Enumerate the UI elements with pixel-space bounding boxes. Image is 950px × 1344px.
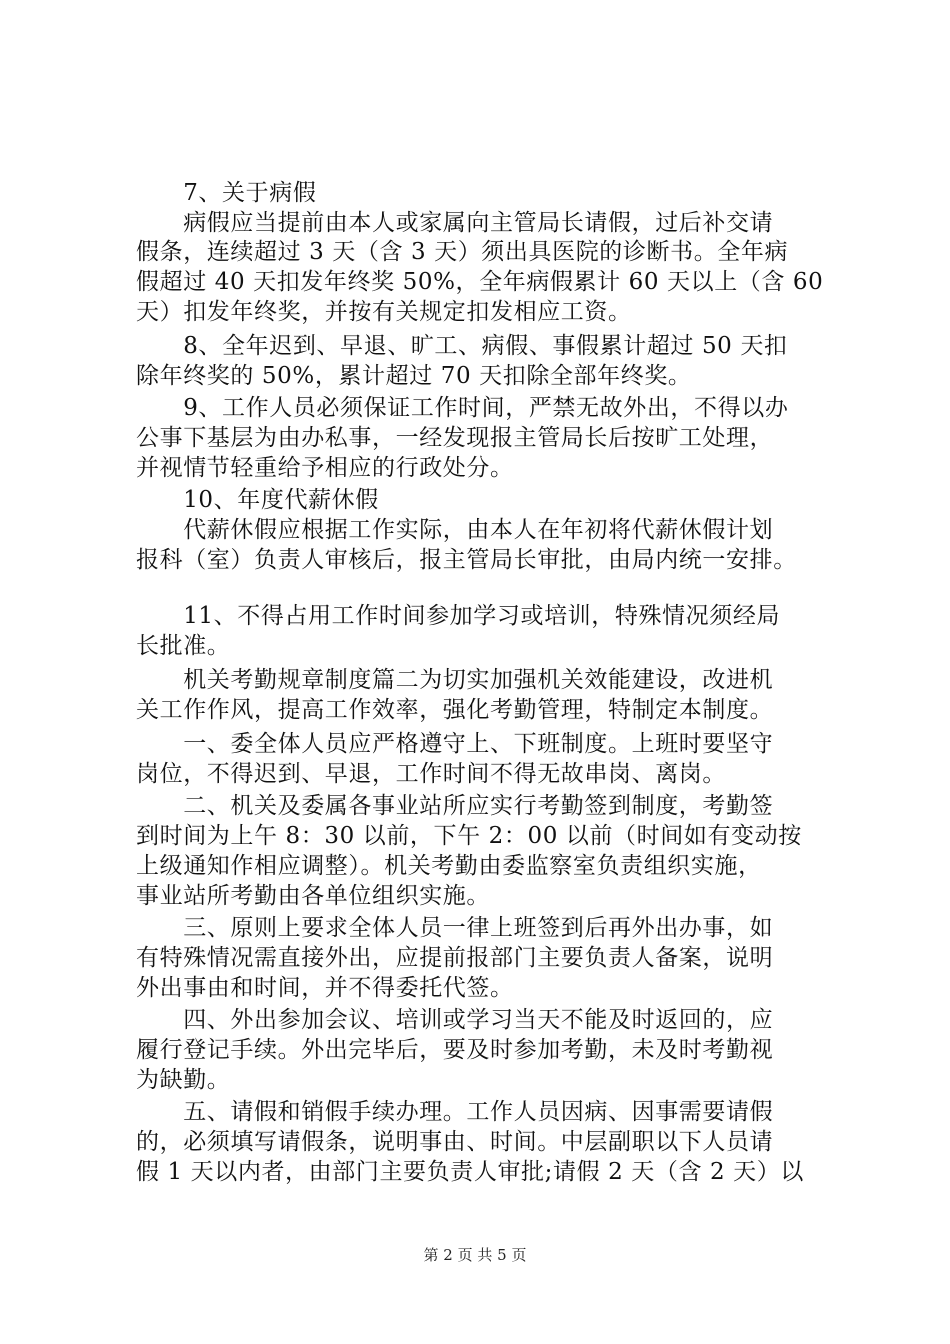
text-line: 到时间为上午 8：30 以前，下午 2：00 以前（时间如有变动按 <box>136 823 802 849</box>
text-line: 外出事由和时间，并不得委托代签。 <box>136 975 514 1001</box>
text-line: 报科（室）负责人审核后，报主管局长审批，由局内统一安排。 <box>136 547 797 573</box>
text-line: 岗位，不得迟到、早退，工作时间不得无故串岗、离岗。 <box>136 761 726 787</box>
text-line: 四、外出参加会议、培训或学习当天不能及时返回的，应 <box>136 1007 774 1033</box>
text-line: 7、关于病假 <box>136 180 317 206</box>
text-line: 为缺勤。 <box>136 1067 231 1093</box>
text-line: 10、年度代薪休假 <box>136 487 379 513</box>
text-line: 二、机关及委属各事业站所应实行考勤签到制度，考勤签 <box>136 793 774 819</box>
text-line: 代薪休假应根据工作实际，由本人在年初将代薪休假计划 <box>136 517 774 543</box>
text-line: 假超过 40 天扣发年终奖 50%，全年病假累计 60 天以上（含 60 <box>136 269 824 295</box>
page-number-footer: 第 2 页 共 5 页 <box>423 1246 527 1264</box>
text-line: 9、工作人员必须保证工作时间，严禁无故外出，不得以办 <box>136 395 789 421</box>
text-line: 事业站所考勤由各单位组织实施。 <box>136 883 490 909</box>
text-line: 并视情节轻重给予相应的行政处分。 <box>136 455 514 481</box>
text-line: 关工作作风，提高工作效率，强化考勤管理，特制定本制度。 <box>136 697 774 723</box>
text-line: 的，必须填写请假条，说明事由、时间。中层副职以下人员请 <box>136 1129 774 1155</box>
text-line: 履行登记手续。外出完毕后，要及时参加考勤，未及时考勤视 <box>136 1037 774 1063</box>
text-line: 公事下基层为由办私事，一经发现报主管局长后按旷工处理， <box>136 425 774 451</box>
text-line: 假 1 天以内者，由部门主要负责人审批;请假 2 天（含 2 天）以 <box>136 1159 804 1185</box>
text-line: 长批准。 <box>136 633 231 659</box>
text-line: 机关考勤规章制度篇二为切实加强机关效能建设，改进机 <box>136 667 774 693</box>
text-line: 8、全年迟到、早退、旷工、病假、事假累计超过 50 天扣 <box>136 333 788 359</box>
text-line: 假条，连续超过 3 天（含 3 天）须出具医院的诊断书。全年病 <box>136 239 789 265</box>
text-line: 有特殊情况需直接外出，应提前报部门主要负责人备案，说明 <box>136 945 774 971</box>
text-line: 上级通知作相应调整）。机关考勤由委监察室负责组织实施， <box>136 853 762 879</box>
text-line: 三、原则上要求全体人员一律上班签到后再外出办事，如 <box>136 915 774 941</box>
text-line: 天）扣发年终奖，并按有关规定扣发相应工资。 <box>136 299 632 325</box>
text-line: 病假应当提前由本人或家属向主管局长请假，过后补交请 <box>136 210 774 236</box>
text-line: 一、委全体人员应严格遵守上、下班制度。上班时要坚守 <box>136 731 774 757</box>
text-line: 11、不得占用工作时间参加学习或培训，特殊情况须经局 <box>136 603 781 629</box>
text-line: 除年终奖的 50%，累计超过 70 天扣除全部年终奖。 <box>136 363 692 389</box>
text-line: 五、请假和销假手续办理。工作人员因病、因事需要请假 <box>136 1099 774 1125</box>
